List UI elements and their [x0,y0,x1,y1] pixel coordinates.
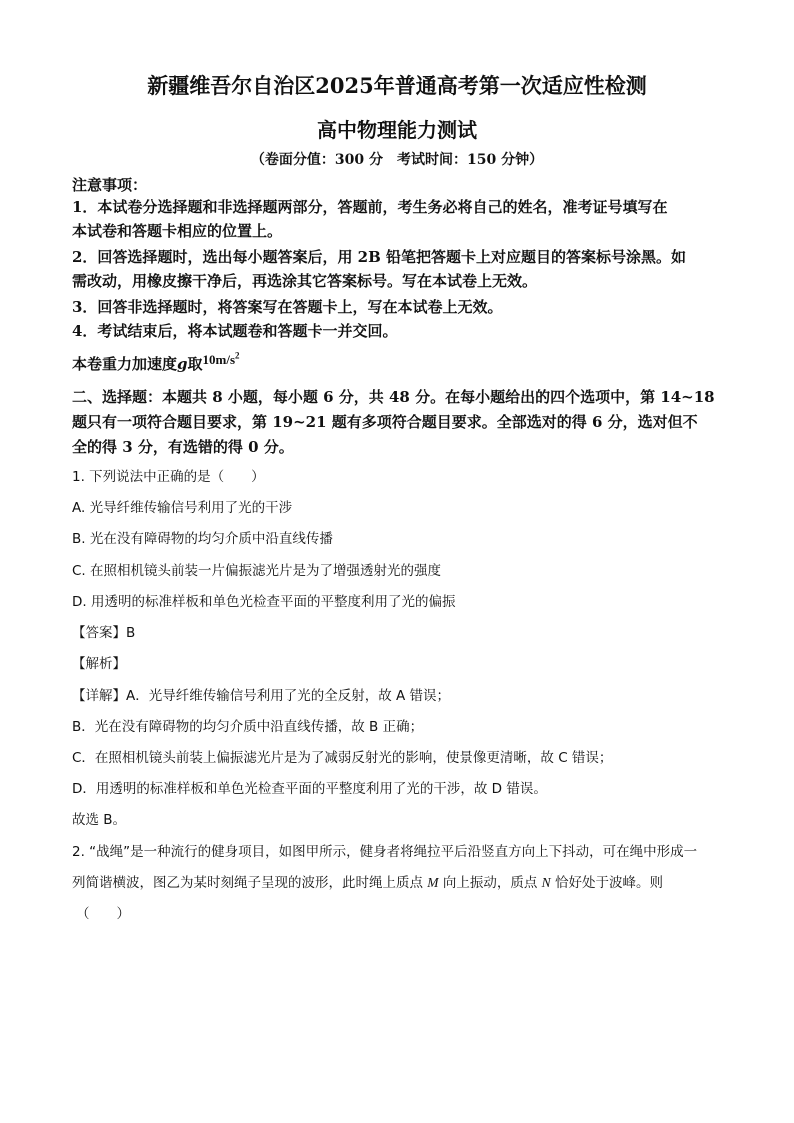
section-intro: 全的得 3 分，有选错的得 0 分。 [72,438,294,456]
question-option-d: D. 用透明的标准样板和单色光检查平面的平整度利用了光的偏振 [72,594,456,610]
detail-line: B．光在没有障碍物的均匀介质中沿直线传播，故 B 正确； [72,719,424,735]
notice-item: 需改动，用橡皮擦干净后，再选涂其它答案标号。写在本试卷上无效。 [72,272,538,290]
q2-text: 向上振动，质点 [442,875,538,891]
question-stem: 1. 下列说法中正确的是（ ） [72,469,265,485]
question-2-stem-cont [72,871,663,891]
section-intro: 二、选择题：本题共 8 小题，每小题 6 分，共 48 分。在每小题给出的四个选项中，第 14~18 [72,388,715,406]
question-option-a: A. 光导纤维传输信号利用了光的干涉 [72,500,293,516]
gravity-take: 取 [187,355,203,373]
q2-text: 恰好处于波峰。则 [554,875,663,891]
detail-conclusion: 故选 B。 [72,812,127,828]
gravity-value: $10m/s^2$ [202,350,240,367]
answer-label: 【答案】B [72,625,136,641]
gravity-prefix: 本卷重力加速度 [72,355,178,373]
exam-meta: （卷面分值：300 分 考试时间：150 分钟） [250,152,544,168]
notice-item: 3．回答非选择题时，将答案写在答题卡上，写在本试卷上无效。 [72,298,503,316]
question-2-stem: 2. “战绳”是一种流行的健身项目，如图甲所示，健身者将绳拉平后沿竖直方向上下抖动，可在绳中形成一 [72,844,698,860]
question-option-b: B. 光在没有障碍物的均匀介质中沿直线传播 [72,531,333,547]
detail-line: 【详解】A．光导纤维传输信号利用了光的全反射，故 A 错误； [72,688,451,704]
notice-item: 4．考试结束后，将本试题卷和答题卡一并交回。 [72,322,398,340]
exam-subtitle: 高中物理能力测试 [317,118,477,142]
question-option-c: C. 在照相机镜头前装一片偏振滤光片是为了增强透射光的强度 [72,563,442,579]
gravity-note [72,350,240,374]
point-n-label: N [541,875,551,890]
notice-item: 本试卷和答题卡相应的位置上。 [72,222,283,240]
analysis-label: 【解析】 [72,656,126,672]
exam-title: 新疆维吾尔自治区2025年普通高考第一次适应性检测 [147,73,647,98]
question-2-blank: （ ） [76,906,130,922]
section-intro: 题只有一项符合题目要求，第 19~21 题有多项符合题目要求。全部选对的得 6 分，选对但不 [72,413,698,431]
gravity-symbol: g [177,355,188,373]
detail-line: C．在照相机镜头前装上偏振滤光片是为了减弱反射光的影响，使景像更清晰，故 C 错误； [72,750,613,766]
q2-text: 列简谐横波，图乙为某时刻绳子呈现的波形，此时绳上质点 [72,875,423,891]
detail-line: D．用透明的标准样板和单色光检查平面的平整度利用了光的干涉，故 D 错误。 [72,781,547,797]
notice-item: 1．本试卷分选择题和非选择题两部分，答题前，考生务必将自己的姓名，准考证号填写在 [72,198,668,216]
notice-heading: 注意事项： [72,176,148,194]
notice-item: 2．回答选择题时，选出每小题答案后，用 2B 铅笔把答题卡上对应题目的答案标号涂黑。如 [72,248,687,266]
point-m-label: M [427,875,439,890]
